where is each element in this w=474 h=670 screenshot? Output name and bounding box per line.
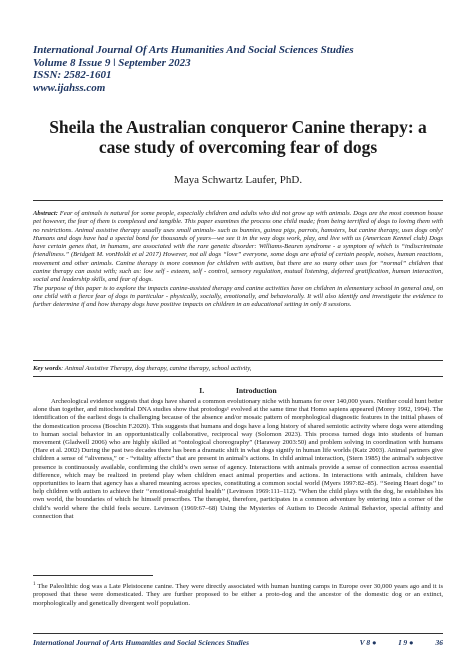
author-name: Maya Schwartz Laufer <box>173 174 275 186</box>
author-degree: PhD. <box>279 174 303 186</box>
journal-volume: Volume 8 Issue 9 ǀ September 2023 <box>33 56 191 69</box>
abstract-block <box>33 210 443 310</box>
footnote <box>33 581 443 608</box>
abstract-top-rule <box>33 200 443 201</box>
journal-name: International Journal Of Arts Humanities And Social Sciences Studies <box>33 44 354 56</box>
footnote-rule <box>33 575 153 576</box>
footnote-marker: 1 <box>33 582 36 587</box>
footnote-lead: The Paleolithic dog <box>37 583 90 591</box>
footer-rule <box>33 633 443 634</box>
section-heading <box>33 386 443 395</box>
abstract-paragraph-2: The purpose of this paper is to explore the impacts canine-assisted therapy and canine activities have on children in elementary school in general and, on one child with a fierce fear of dogs in particular - physically, socially, emotionally, and behaviorally. It will also identify and investigate the evidence to further determine if and how therapy dogs have positive impacts on children in an educational setting in only 8 sessions. <box>33 284 443 309</box>
keywords-text: : Animal Assistive Therapy, dog therapy, canine therapy, school activity, <box>61 365 252 372</box>
journal-header <box>33 44 453 94</box>
section-title: Introduction <box>235 386 277 395</box>
footer-page-number: 36 <box>435 638 443 647</box>
section-number: I. <box>199 386 205 395</box>
keywords-label: Key words <box>33 365 62 372</box>
author-line: Maya Schwartz Laufer, PhD. <box>173 174 303 186</box>
keywords-line <box>33 365 443 373</box>
footer-issue: I 9 ● <box>398 638 414 647</box>
page-footer <box>33 638 443 647</box>
title-line-1: Sheila the Australian conqueror Canine therapy: a <box>49 117 427 137</box>
intro-paragraph: Archeological evidence suggests that dogs have shared a common evolutionary niche with humans for over 140,000 years. Neither could hunt better alone than together, and mitochondrial DNA studies show that protodogs¹ evolved at the same time that Homo sapiens appeared (Morey 1992, 1994). The identification of the earliest dogs is challenging because of the absence and/or mosaic pattern of morphological diagnostic features in the initial phases of the domestication process (Boschin F.2020). This suggests that humans and dogs have a long history of shared semiotic activity where dogs were attending to human social behavior in an opportunistically collaborative, reciprocal way (Solomon 2023). This process turned dogs into students of human movement (Gladwell 2006) who are highly skilled at “ontological choreography” (Haraway 2003:50) and problem solving in coordination with humans (Hare et al. 2002) During the past two decades there has been a dramatic shift in what dogs signify in human life worlds (Katz 2003). Animal partners give children a sense of “aliveness,” or - “vitality affects” that are present in animal’s actions. In child animal interaction, (Stern 1985) the animal’s subjective presence is continuously available, confirming the child’s own sense of agency. Interactions with animals provide a sense of connection across essential difference, which may be realized in pretend play when children enact animal properties and actions. In interactions with animals, children have opportunities to learn that agency has a shared meaning across species, constituting a common social world (Myers 1997:82–85). ‘‘Seeing Heart dogs’’ to help children with autism to achieve their ‘‘emotional-insightful health’’ (Levinson 1969:111–112). “When the child plays with the dog, he establishes his own world, the boundaries of which he himself prescribes. The therapist, therefore, participates in a common adventure by entering into a corner of the child’s world where the child feels secure. Levinson (1969:67–68) Using the Mysteries of Autism to Decode Animal Behavior, special affinity and connection that <box>33 398 443 520</box>
journal-website[interactable]: www.ijahss.com <box>33 81 106 94</box>
footnote-text: was a Late Pleistocene canine. They were directly associated with human hunting camps in Europe over 30,000 years ago and it is proposed that these were domesticated. They are further proposed to be either a proto-dog and the ancestor of the domestic dog or an extinct, morphologically and genetically divergent wolf population. <box>33 583 444 607</box>
article-title <box>33 118 443 157</box>
footer-volume: V 8 ● <box>359 638 377 647</box>
introduction-body <box>33 398 443 521</box>
abstract-bottom-rule <box>33 360 443 361</box>
keywords-bottom-rule <box>33 376 443 377</box>
abstract-label: Abstract: <box>33 210 58 217</box>
journal-issn: ISSN: 2582-1601 <box>33 69 112 81</box>
title-line-2: case study of overcoming fear of dogs <box>98 136 378 157</box>
abstract-paragraph-1 <box>33 210 443 285</box>
abstract-text-1: Fear of animals is natural for some people, especially children and adults who did not grow up with animals. Dogs are the most common house pet however, the fear of them is complexed and tangible. This paper examines the process one child made; from being terrified of dogs to loving them with no restrictions. Animal assistive therapy usually uses small animals- such as bunnies, guinea pigs, parrots, hamsters, but canine therapy, uses dogs only! Humans and dogs have had a special bond for thousands of years—we see it in the way dogs work, play, and live with us (American Kennel club) Dogs have certain genes that, in humans, are associated with the rare genetic disorder: Williams-Beuren syndrome - a symptom of which is “indiscriminate friendliness.” (Bridgett M. vonHoldt et al 2017) However, not all dogs “love” everyone, some dogs are afraid of certain people, noises, human reactions, movement and other animals. Canine therapy is more common for children with autism, but there are so many other uses for “normal” children that canine therapy can assist with; such as: low self - esteem, self - control, sensory regulation, mutual listening, deferred gratification, human interaction, social and leadership skills, and fear of dogs. <box>33 210 443 284</box>
footer-journal: International Journal of Arts Humanities and Social Sciences Studies <box>33 638 250 647</box>
